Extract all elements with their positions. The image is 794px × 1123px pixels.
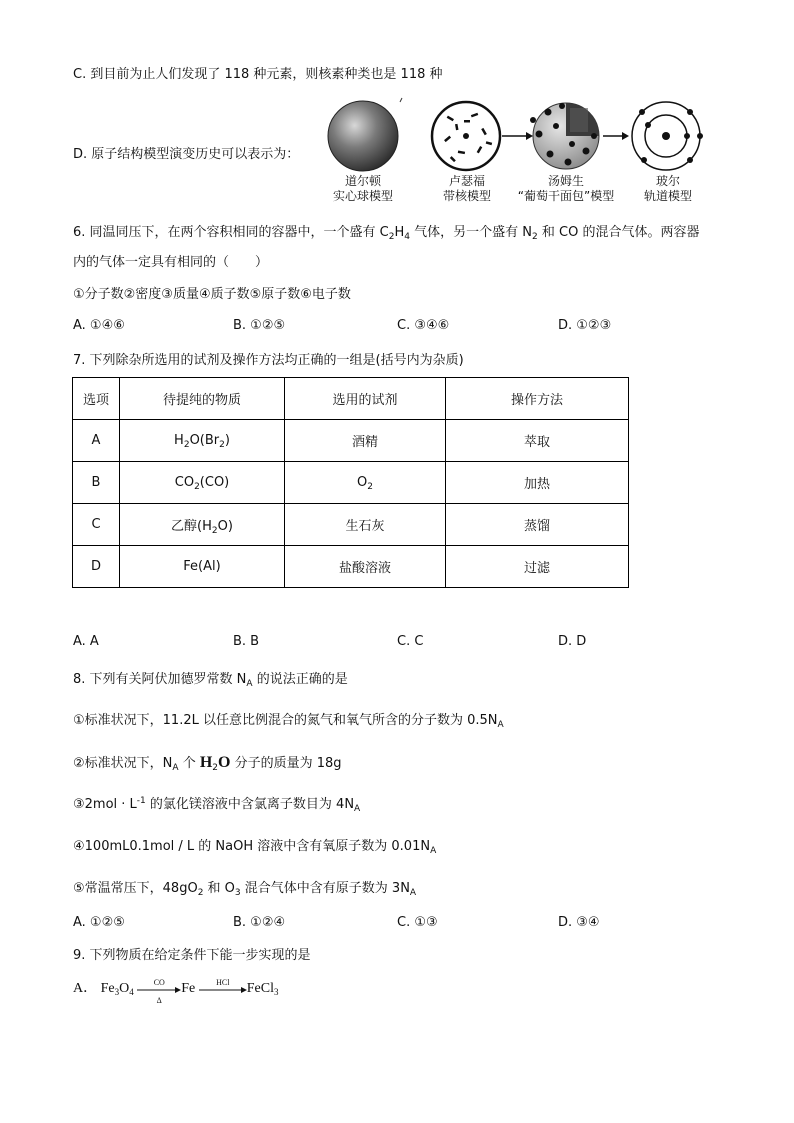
q7-option-d: D. D [558,634,587,649]
dalton-model-icon [328,98,402,171]
q8-stem: 8. 下列有关阿伏加德罗常数 $N_A$ 的说法正确的是 [73,672,348,689]
atomic-model-diagram [326,96,706,208]
table-cell-method: 加热 [446,462,629,504]
q6-items: ①分子数②密度③质量④质子数⑤原子数⑥电子数 [73,287,351,302]
table-cell-reagent: 生石灰 [285,504,446,546]
q6-option-a: A. ①④⑥ [73,318,125,333]
q8-option-d: D. ③④ [558,915,600,930]
table-cell-option: C [73,504,120,546]
q8-statement-5: ⑤常温常压下，$48gO_2$ 和 $O_3$ 混合气体中含有原子数为 $3N_A$ [73,881,417,898]
q7-option-a: A. A [73,634,99,649]
table-header-row [73,378,629,420]
q8-options [73,915,693,933]
table-cell-substance: $CO_2(CO)$ [120,462,285,504]
q6-options [73,318,693,336]
q7-options [73,634,693,652]
table-cell-reagent: 盐酸溶液 [285,546,446,588]
table-cell-reagent: $O_2$ [285,462,446,504]
reaction-arrow-1: CO Δ [137,980,181,998]
arrow-2-icon [603,132,629,140]
dalton-model-caption: 道尔顿 实心球模型 [332,174,393,203]
q6-stem-line1: 6. 同温同压下，在两个容积相同的容器中，一个盛有 $C_2H_4$ 气体，另一个盛有 $N_2$ 和 CO 的混合气体。两容器 [73,225,700,242]
table-header: 选用的试剂 [285,378,446,420]
bohr-model-icon [632,102,703,170]
table-row [73,420,629,462]
table-cell-reagent: 酒精 [285,420,446,462]
table-header: 待提纯的物质 [120,378,285,420]
reaction-arrow-2: HCl [199,980,247,998]
thomson-model-icon [530,103,599,169]
q8-option-c: C. ①③ [397,915,438,930]
rutherford-model-icon [432,102,500,170]
arrow-1-icon [502,132,533,140]
table-header: 选项 [73,378,120,420]
q5-option-d: D. 原子结构模型演变历史可以表示为： [73,147,300,162]
table-cell-method: 萃取 [446,420,629,462]
q8-statement-3: ③2mol · $L^{-1}$ 的氯化镁溶液中含氯离子数目为 $4N_A$ [73,796,361,814]
reaction-arrow-2-icon [199,986,247,994]
q7-option-c: C. C [397,634,424,649]
thomson-model-caption: 汤姆生 “葡萄干面包”模型 [517,174,615,203]
q9-option-a: A． $Fe_3O_4$ CO Δ Fe HCl FeCl$_3$ [73,978,279,1005]
q7-option-b: B. B [233,634,260,649]
q8-statement-2: ②标准状况下，$N_A$ 个 $H_2O$ 分子的质量为 18g [73,754,342,773]
q6-option-c: C. ③④⑥ [397,318,450,333]
table-header: 操作方法 [446,378,629,420]
q7-table [72,377,629,588]
q6-option-b: B. ①②⑤ [233,318,286,333]
table-cell-option: A [73,420,120,462]
bohr-model-caption: 玻尔 轨道模型 [643,174,692,203]
table-cell-substance: Fe(Al) [120,546,285,588]
q7-stem: 7. 下列除杂所选用的试剂及操作方法均正确的一组是(括号内为杂质) [73,353,464,368]
q5-option-c: C. 到目前为止人们发现了 118 种元素，则核素种类也是 118 种 [73,67,443,82]
table-cell-method: 过滤 [446,546,629,588]
table-cell-option: B [73,462,120,504]
rutherford-model-caption: 卢瑟福 带核模型 [442,174,491,203]
q6-option-d: D. ①②③ [558,318,612,333]
table-cell-substance: 乙醇$(H_2O)$ [120,504,285,546]
table-row [73,504,629,546]
q8-statement-4: ④100mL0.1mol / L 的 NaOH 溶液中含有氧原子数为 $0.01N_A$ [73,839,437,856]
q8-option-a: A. ①②⑤ [73,915,125,930]
table-cell-option: D [73,546,120,588]
table-cell-method: 蒸馏 [446,504,629,546]
q8-statement-1: ①标准状况下，11.2L 以任意比例混合的氮气和氧气所含的分子数为 $0.5N_A$ [73,713,504,730]
table-row [73,546,629,588]
table-row [73,462,629,504]
q9-stem: 9. 下列物质在给定条件下能一步实现的是 [73,948,311,963]
table-cell-substance: $H_2O(Br_2)$ [120,420,285,462]
q6-stem-line2: 内的气体一定具有相同的（ ） [73,255,269,270]
q8-option-b: B. ①②④ [233,915,286,930]
